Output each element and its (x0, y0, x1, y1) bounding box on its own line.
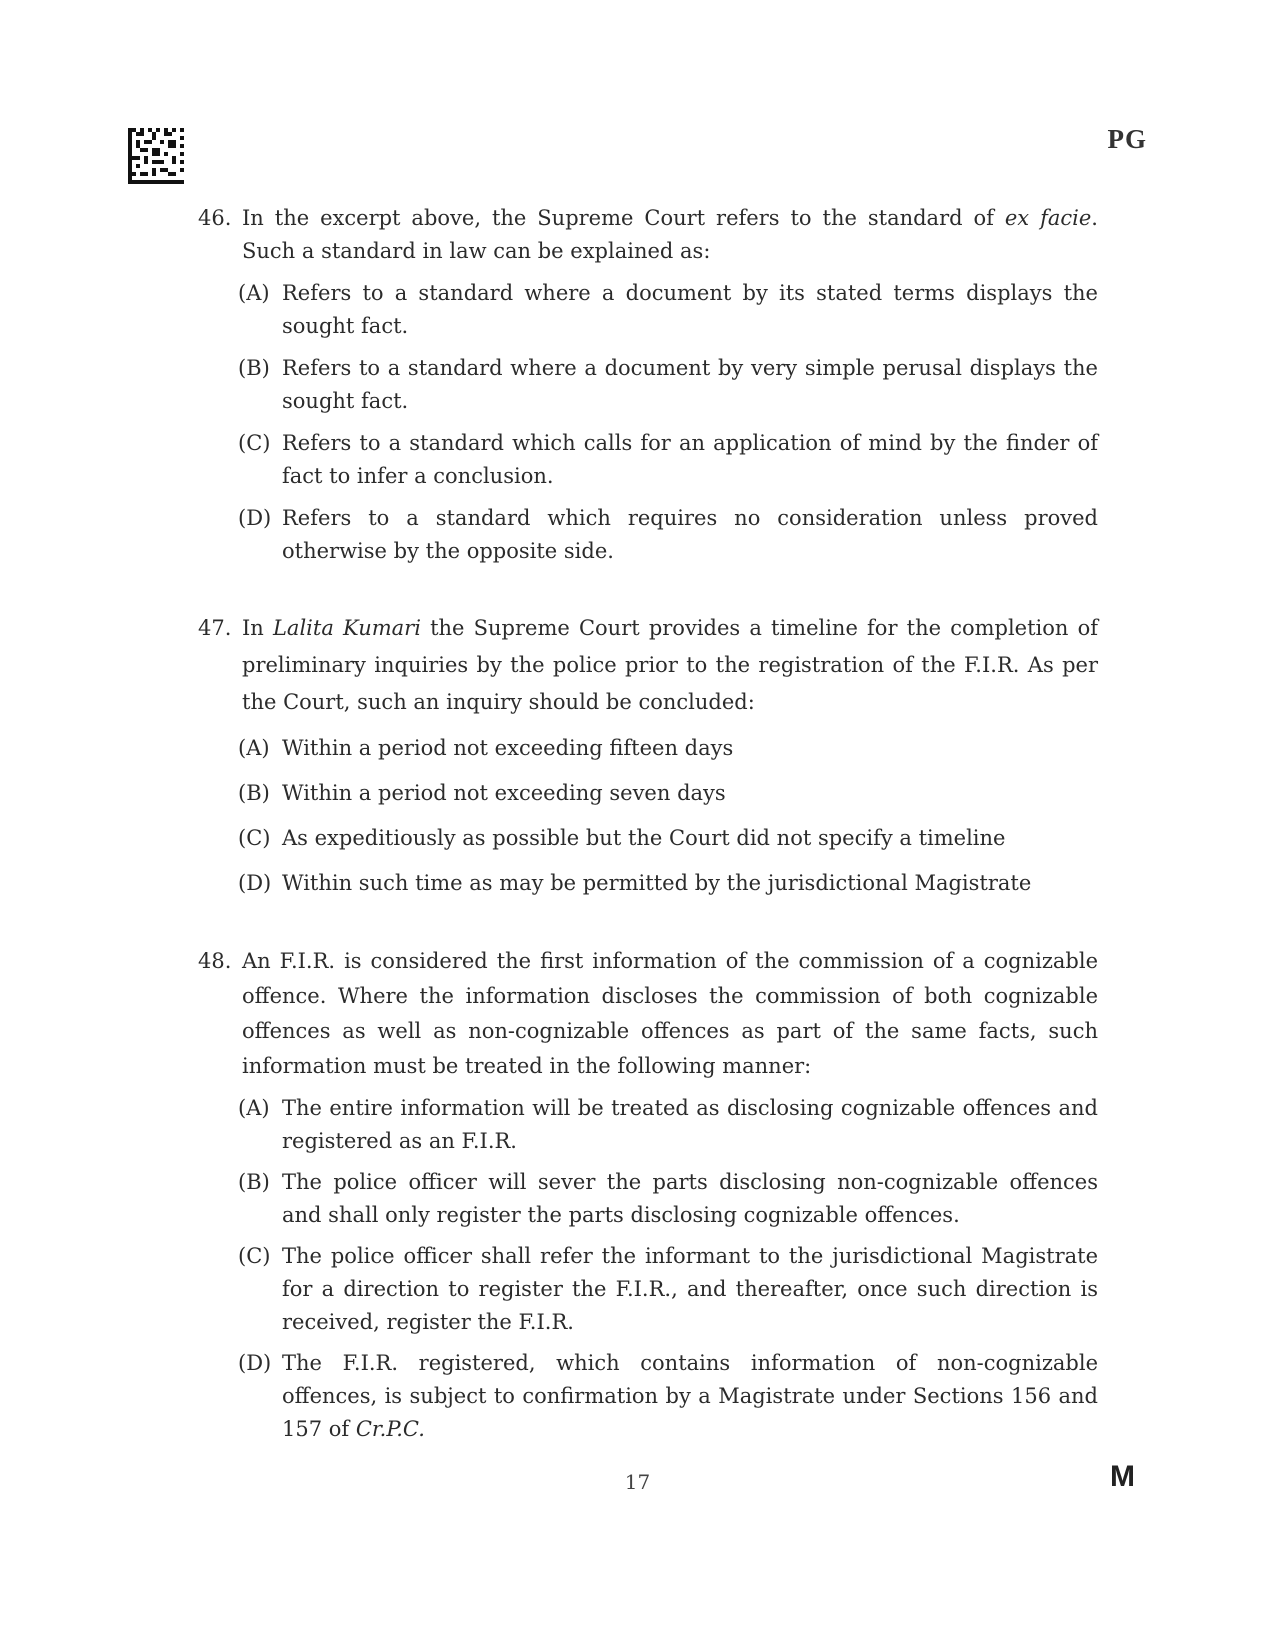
option-text: The F.I.R. registered, which contains information of non-cognizable offences, is subject to confirmation by a Magistrate under Sections 156 and 157 of (282, 1351, 1098, 1441)
option-text: Refers to a standard which calls for an application of mind by the finder of fact to infer a conclusion. (282, 431, 1098, 488)
option-c[interactable] (198, 427, 1098, 493)
question-stem (198, 944, 1098, 1084)
qr-code-icon (128, 128, 184, 184)
stem-emphasis: Lalita Kumari (272, 616, 421, 640)
question-stem (198, 202, 1098, 268)
option-letter: (D) (238, 506, 272, 530)
option-letter: (B) (238, 1170, 270, 1194)
question-46 (198, 202, 1098, 568)
option-text: Within such time as may be permitted by the jurisdictional Magistrate (282, 871, 1032, 895)
option-c[interactable] (198, 820, 1098, 857)
option-d[interactable] (198, 502, 1098, 568)
option-text: Within a period not exceeding fifteen days (282, 736, 734, 760)
option-c[interactable] (198, 1240, 1098, 1339)
option-letter: (B) (238, 781, 270, 805)
option-text-emphasis: Cr.P.C. (355, 1417, 425, 1441)
stem-text-rest: . Such a standard in law can be explained as: (242, 206, 1098, 263)
question-48 (198, 944, 1098, 1446)
options-list (198, 730, 1098, 902)
stem-emphasis: ex facie (1004, 206, 1092, 230)
option-letter: (C) (238, 826, 271, 850)
stem-text: In (242, 616, 273, 640)
stem-text: An F.I.R. is considered the first information of the commission of a cognizable offence. Where the information discloses the commission of both cognizable offences as well as non-cognizable offences as part of the same facts, such information must be treated in the following manner: (242, 949, 1098, 1078)
option-b[interactable] (198, 775, 1098, 812)
stem-text: In the excerpt above, the Supreme Court refers to the standard of (242, 206, 1005, 230)
option-letter: (D) (238, 1351, 272, 1375)
option-letter: (B) (238, 356, 270, 380)
option-letter: (A) (238, 1096, 270, 1120)
option-d[interactable] (198, 1347, 1098, 1446)
option-text: Refers to a standard where a document by very simple perusal displays the sought fact. (282, 356, 1098, 413)
option-a[interactable] (198, 730, 1098, 767)
question-number: 48. (198, 949, 232, 973)
option-a[interactable] (198, 1092, 1098, 1158)
question-47 (198, 610, 1098, 902)
option-text: As expeditiously as possible but the Court did not specify a timeline (282, 826, 1006, 850)
option-b[interactable] (198, 352, 1098, 418)
question-stem (198, 610, 1098, 721)
option-a[interactable] (198, 277, 1098, 343)
options-list (198, 1092, 1098, 1446)
page-number: 17 (624, 1470, 651, 1494)
option-letter: (A) (238, 281, 270, 305)
version-mark: M (1110, 1460, 1135, 1493)
series-code: PG (1107, 124, 1147, 154)
option-b[interactable] (198, 1166, 1098, 1232)
option-text: The police officer will sever the parts disclosing non-cognizable offences and shall only register the parts disclosing cognizable offences. (282, 1170, 1098, 1227)
option-d[interactable] (198, 865, 1098, 902)
stem-text-rest: the Supreme Court provides a timeline for the completion of preliminary inquiries by the police prior to the registration of the F.I.R. As per the Court, such an inquiry should be concluded: (242, 616, 1098, 714)
option-text: Refers to a standard where a document by its stated terms displays the sought fact. (282, 281, 1098, 338)
option-text: The entire information will be treated as disclosing cognizable offences and registered as an F.I.R. (282, 1096, 1098, 1153)
option-text: The police officer shall refer the informant to the jurisdictional Magistrate for a direction to register the F.I.R., and thereafter, once such direction is received, register the F.I.R. (282, 1244, 1098, 1334)
option-text: Within a period not exceeding seven days (282, 781, 726, 805)
question-number: 47. (198, 616, 232, 640)
option-letter: (C) (238, 431, 271, 455)
option-letter: (D) (238, 871, 272, 895)
option-letter: (C) (238, 1244, 271, 1268)
option-letter: (A) (238, 736, 270, 760)
question-number: 46. (198, 206, 232, 230)
option-text: Refers to a standard which requires no consideration unless proved otherwise by the opposite side. (282, 506, 1098, 563)
options-list (198, 277, 1098, 568)
